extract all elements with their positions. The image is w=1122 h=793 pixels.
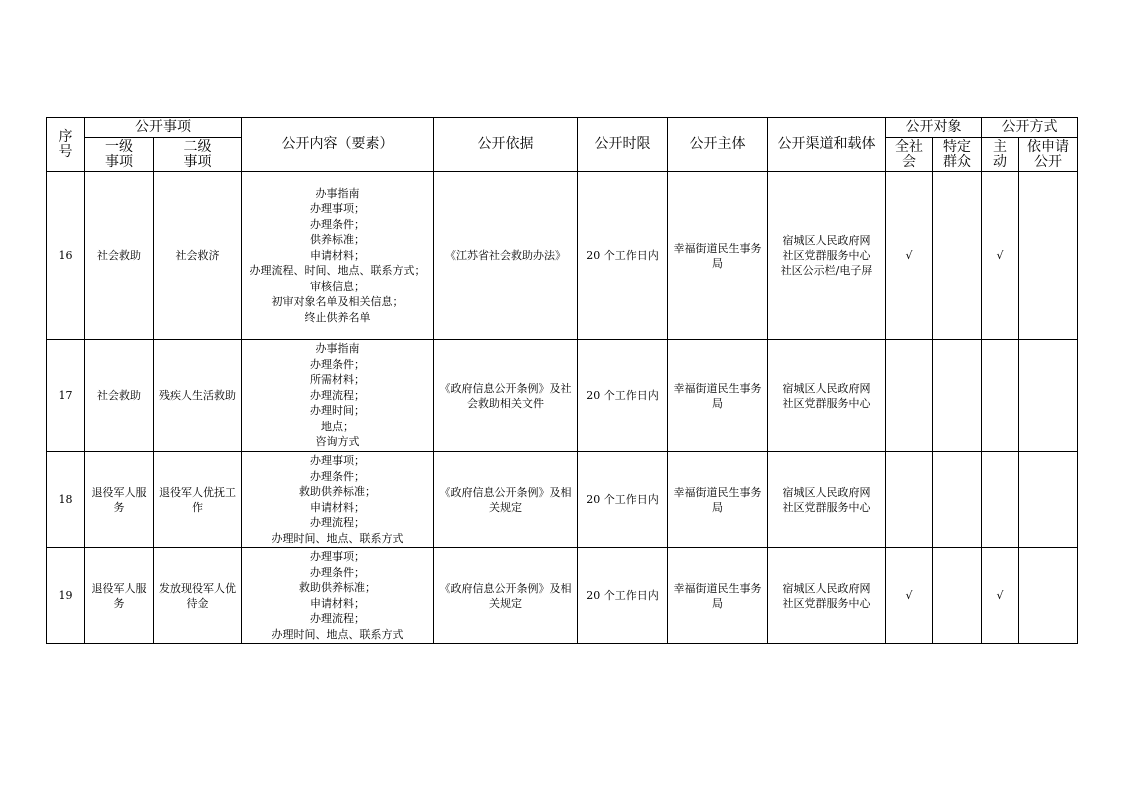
cell-method-apply	[1019, 452, 1078, 548]
cell-line: 办理流程；	[310, 612, 365, 625]
cell-line: 宿城区人民政府网	[782, 381, 871, 395]
cell-time-limit: 20 个工作日内	[578, 548, 668, 644]
cell-seq: 16	[47, 172, 85, 340]
cell-time-limit: 20 个工作日内	[578, 340, 668, 452]
cell-basis: 《政府信息公开条例》及相关规定	[434, 548, 578, 644]
header-level2-line1: 二级	[183, 138, 212, 155]
header-target-specific-line2: 群众	[943, 153, 971, 170]
cell-seq: 17	[47, 340, 85, 452]
cell-channel	[768, 548, 886, 644]
header-seq-line1: 序	[58, 128, 73, 145]
cell-line: 宿城区人民政府网	[782, 234, 871, 247]
header-target-specific-line1: 特定	[943, 138, 971, 155]
cell-line: 办理时间；	[310, 404, 365, 418]
cell-line: 社区公示栏/电子屏	[780, 264, 873, 277]
cell-line: 办理流程；	[310, 388, 365, 402]
cell-level2: 发放现役军人优待金	[154, 548, 242, 644]
cell-method-active	[982, 452, 1019, 548]
header-method-active-line2: 动	[993, 153, 1007, 170]
header-target: 公开对象	[886, 118, 982, 138]
cell-basis: 《政府信息公开条例》及社会救助相关文件	[434, 340, 578, 452]
cell-line: 申请材料；	[310, 596, 365, 610]
header-time-limit: 公开时限	[578, 118, 668, 172]
header-target-all-line1: 全社	[895, 138, 923, 155]
cell-level2: 退役军人优抚工作	[154, 452, 242, 548]
header-seq	[47, 118, 85, 172]
cell-line: 供养标准；	[310, 233, 365, 247]
cell-seq: 18	[47, 452, 85, 548]
cell-content	[242, 340, 434, 452]
cell-seq: 19	[47, 548, 85, 644]
cell-channel	[768, 452, 886, 548]
cell-time-limit: 20 个工作日内	[578, 172, 668, 340]
header-method-active	[982, 138, 1019, 172]
cell-line: 救助供养标准；	[299, 485, 376, 498]
cell-line: 办理流程、时间、地点、联系方式；	[249, 264, 426, 278]
cell-subject: 幸福街道民生事务局	[668, 548, 768, 644]
cell-level1: 社会救助	[85, 172, 154, 340]
header-matters: 公开事项	[85, 118, 242, 138]
cell-content	[242, 172, 434, 340]
cell-line: 办理事项；	[310, 550, 365, 563]
header-method-apply-line1: 依申请	[1027, 138, 1069, 155]
cell-level2: 社会救济	[154, 172, 242, 340]
header-seq-line2: 号	[58, 143, 73, 160]
header-method-apply	[1019, 138, 1078, 172]
cell-content	[242, 452, 434, 548]
header-method-apply-line2: 公开	[1034, 153, 1062, 170]
cell-channel	[768, 172, 886, 340]
cell-line: 办理条件；	[310, 357, 365, 371]
header-basis: 公开依据	[434, 118, 578, 172]
header-target-specific	[933, 138, 982, 172]
disclosure-table	[46, 117, 1078, 644]
cell-basis: 《政府信息公开条例》及相关规定	[434, 452, 578, 548]
cell-line: 办理时间、地点、联系方式	[271, 531, 404, 545]
cell-method-active: √	[982, 548, 1019, 644]
cell-line: 申请材料；	[310, 500, 365, 514]
cell-line: 办理条件；	[310, 565, 365, 579]
cell-target-all	[886, 452, 933, 548]
header-subject: 公开主体	[668, 118, 768, 172]
cell-line: 地点；	[321, 419, 354, 433]
cell-channel	[768, 340, 886, 452]
cell-method-apply	[1019, 340, 1078, 452]
header-level1-line1: 一级	[105, 138, 133, 155]
cell-line: 社区党群服务中心	[782, 249, 871, 262]
header-level2	[154, 138, 242, 172]
header-content: 公开内容（要素）	[242, 118, 434, 172]
cell-line: 社区党群服务中心	[782, 500, 871, 514]
cell-line: 初审对象名单及相关信息；	[271, 295, 404, 309]
cell-line: 社区党群服务中心	[782, 396, 871, 410]
cell-line: 所需材料；	[310, 373, 365, 387]
header-channel: 公开渠道和载体	[768, 118, 886, 172]
cell-line: 办理条件；	[310, 217, 365, 231]
header-level2-line2: 事项	[183, 153, 212, 170]
cell-target-all: √	[886, 172, 933, 340]
cell-line: 救助供养标准；	[299, 581, 376, 594]
cell-line: 办理事项；	[310, 202, 365, 216]
table-row	[47, 452, 1078, 548]
cell-subject: 幸福街道民生事务局	[668, 172, 768, 340]
header-method: 公开方式	[982, 118, 1078, 138]
header-level1-line2: 事项	[105, 153, 133, 170]
cell-method-apply	[1019, 172, 1078, 340]
cell-line: 办理条件；	[310, 469, 365, 483]
header-method-active-line1: 主	[993, 138, 1007, 155]
cell-method-active: √	[982, 172, 1019, 340]
table-row	[47, 172, 1078, 340]
cell-basis: 《江苏省社会救助办法》	[434, 172, 578, 340]
cell-target-specific	[933, 548, 982, 644]
cell-target-specific	[933, 452, 982, 548]
cell-line: 办理流程；	[310, 516, 365, 529]
cell-time-limit: 20 个工作日内	[578, 452, 668, 548]
cell-target-specific	[933, 340, 982, 452]
cell-line: 宿城区人民政府网	[782, 581, 871, 595]
cell-line: 审核信息；	[310, 279, 365, 293]
cell-level1: 退役军人服务	[85, 548, 154, 644]
cell-line: 办理时间、地点、联系方式	[271, 627, 404, 641]
cell-method-active	[982, 340, 1019, 452]
cell-method-apply	[1019, 548, 1078, 644]
cell-subject: 幸福街道民生事务局	[668, 452, 768, 548]
header-target-all	[886, 138, 933, 172]
cell-target-specific	[933, 172, 982, 340]
cell-line: 申请材料；	[310, 248, 365, 262]
cell-content	[242, 548, 434, 644]
header-target-all-line2: 会	[902, 153, 916, 170]
cell-line: 社区党群服务中心	[782, 596, 871, 610]
table-body	[47, 172, 1078, 644]
cell-line: 咨询方式	[315, 435, 360, 449]
cell-target-all	[886, 340, 933, 452]
cell-level1: 退役军人服务	[85, 452, 154, 548]
cell-line: 办事指南	[315, 342, 360, 356]
cell-line: 终止供养名单	[304, 310, 371, 324]
cell-line: 宿城区人民政府网	[782, 485, 871, 499]
cell-target-all: √	[886, 548, 933, 644]
cell-level2: 残疾人生活救助	[154, 340, 242, 452]
table-row	[47, 548, 1078, 644]
cell-line: 办理事项；	[310, 454, 365, 467]
cell-level1: 社会救助	[85, 340, 154, 452]
table-row	[47, 340, 1078, 452]
cell-subject: 幸福街道民生事务局	[668, 340, 768, 452]
cell-line: 办事指南	[315, 186, 360, 200]
header-level1	[85, 138, 154, 172]
